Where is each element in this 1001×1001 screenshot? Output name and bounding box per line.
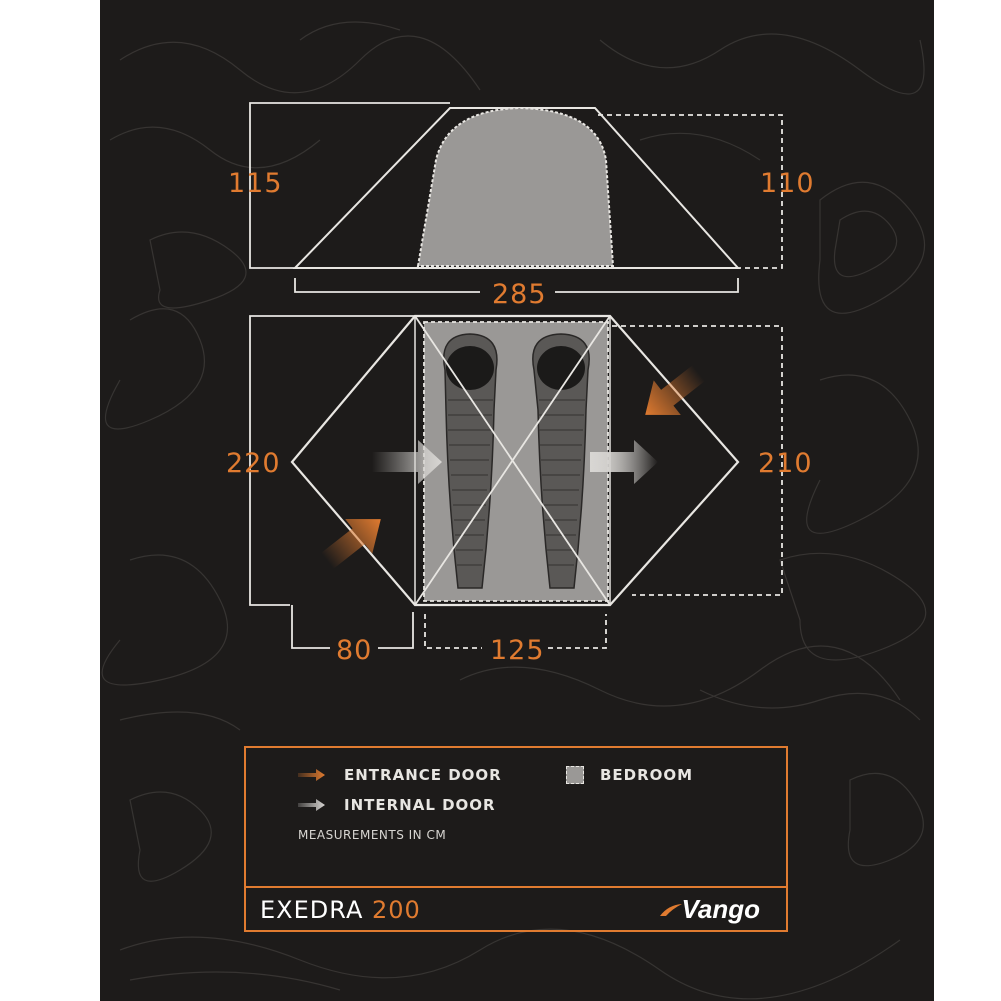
inner-tent-side	[418, 108, 613, 266]
legend-bedroom	[566, 766, 693, 784]
legend-box	[244, 746, 788, 932]
bedroom-swatch-icon	[566, 766, 584, 784]
grey-arrow-icon	[298, 798, 326, 812]
height-right-bracket	[598, 115, 782, 268]
overall-length-label: 285	[492, 279, 547, 310]
product-title	[260, 896, 421, 924]
porch-depth-label: 80	[336, 635, 373, 666]
measurements-note: MEASUREMENTS IN CM	[298, 828, 447, 842]
legend-internal-door-label: INTERNAL DOOR	[344, 796, 496, 814]
brand-logo	[660, 894, 760, 925]
height-left-label: 115	[228, 168, 283, 199]
legend-bedroom-label: BEDROOM	[600, 766, 694, 784]
legend-divider	[246, 886, 786, 888]
entrance-door-arrow-right	[632, 356, 713, 433]
width-right-label: 210	[758, 448, 813, 479]
floor-plan	[250, 316, 782, 605]
brand-swoosh-icon	[660, 903, 682, 917]
legend-entrance-door	[298, 766, 502, 784]
bedroom-length-label: 125	[490, 635, 545, 666]
height-right-label: 110	[760, 168, 815, 199]
orange-arrow-icon	[298, 768, 326, 782]
side-elevation	[250, 103, 782, 268]
width-left-label: 220	[226, 448, 281, 479]
product-name: EXEDRA	[260, 896, 364, 924]
legend-internal-door	[298, 796, 496, 814]
brand-name: Vango	[681, 894, 760, 924]
legend-entrance-door-label: ENTRANCE DOOR	[344, 766, 502, 784]
product-model-number: 200	[372, 896, 421, 924]
